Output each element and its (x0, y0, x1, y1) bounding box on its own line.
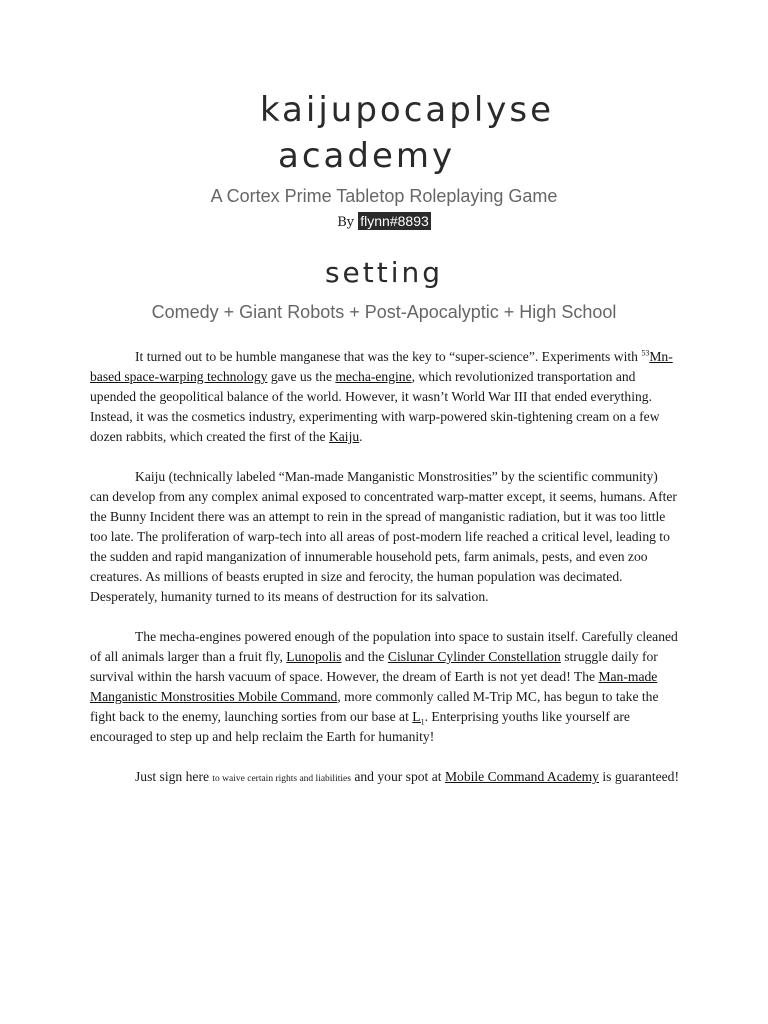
title-line-2: academy (278, 136, 456, 176)
p3-text-1: The mecha-engines powered enough of the population into space to sustain itself. Carefully cleaned of all animals larger than a fruit fly, (90, 629, 678, 664)
p1-text-1: It turned out to be humble manganese that was the key to “super-science”. Experiments with (135, 349, 642, 364)
p4-text-1: Just sign here (135, 769, 213, 784)
doc-subtitle: A Cortex Prime Tabletop Roleplaying Game (210, 186, 558, 206)
p1-superscript: 53 (641, 348, 650, 358)
paragraph-1 (90, 347, 680, 447)
p1-text-4: . (359, 429, 363, 444)
author-handle[interactable]: flynn#8893 (360, 213, 429, 229)
byline (0, 213, 768, 230)
p4-fine-print: to waive certain rights and liabilities (212, 774, 351, 784)
section-tagline: Comedy + Giant Robots + Post-Apocalyptic + High School (151, 302, 617, 322)
p3-text-3: struggle daily for survival within the harsh vacuum of space. However, the dream of Earth is not yet dead! The (90, 649, 658, 684)
p4-text-3: is guaranteed! (598, 769, 680, 784)
section-title: setting (324, 256, 444, 289)
link-l1-letter: L (412, 709, 421, 724)
link-cislunar-constellation[interactable]: Cislunar Cylinder Constellation (387, 649, 561, 664)
link-mn-technology[interactable]: Mn-based space-warping technology (90, 349, 673, 384)
link-mobile-command[interactable]: Man-made Manganistic Monstrosities Mobile Command (90, 669, 658, 704)
p1-text-3: , which revolutionized transportation and upended the geopolitical balance of the world. However, it wasn’t World War III that ended everything. Instead, it was the cosmetics industry, experimenting with warp-powered skin-tightening cream on a few dozen rabbits, which created the first of the (90, 369, 660, 444)
body-text (90, 347, 680, 809)
p3-text-2: and the (341, 649, 388, 664)
link-mobile-command-academy[interactable]: Mobile Command Academy (444, 769, 599, 784)
link-lunopolis[interactable]: Lunopolis (286, 649, 342, 664)
link-kaiju[interactable]: Kaiju (328, 429, 360, 444)
paragraph-2: Kaiju (technically labeled “Man-made Manganistic Monstrosities” by the scientific community) can develop from any complex animal exposed to concentrated warp-matter except, it seems, humans. After the Bunny Incident there was an attempt to rein in the spread of manganistic radiation, but it was too little too late. The proliferation of warp-tech into all areas of post-modern life reached a critical level, leading to the sudden and rapid manganization of innumerable household pets, farm animals, pests, and even zoo creatures. As millions of beasts erupted in size and ferocity, the human population was decimated. Desperately, humanity turned to its means of destruction for its salvation. (90, 469, 677, 604)
byline-prefix: By (337, 215, 355, 230)
link-mecha-engine[interactable]: mecha-engine (335, 369, 412, 384)
link-l1-subscript: 1 (420, 717, 425, 727)
p1-text-2: gave us the (267, 369, 336, 384)
link-l1[interactable] (412, 709, 425, 727)
p3-text-5: . Enterprising youths like yourself are encouraged to step up and help reclaim the Earth for humanity! (90, 709, 630, 744)
p4-text-2: and your spot at (350, 769, 445, 784)
paragraph-4 (90, 767, 680, 789)
paragraph-3 (90, 627, 680, 747)
p3-text-4: , more commonly called M-Trip MC, has begun to take the fight back to the enemy, launching sorties from our base at (90, 689, 659, 724)
title-line-1: kaijupocaplyse (259, 90, 555, 130)
